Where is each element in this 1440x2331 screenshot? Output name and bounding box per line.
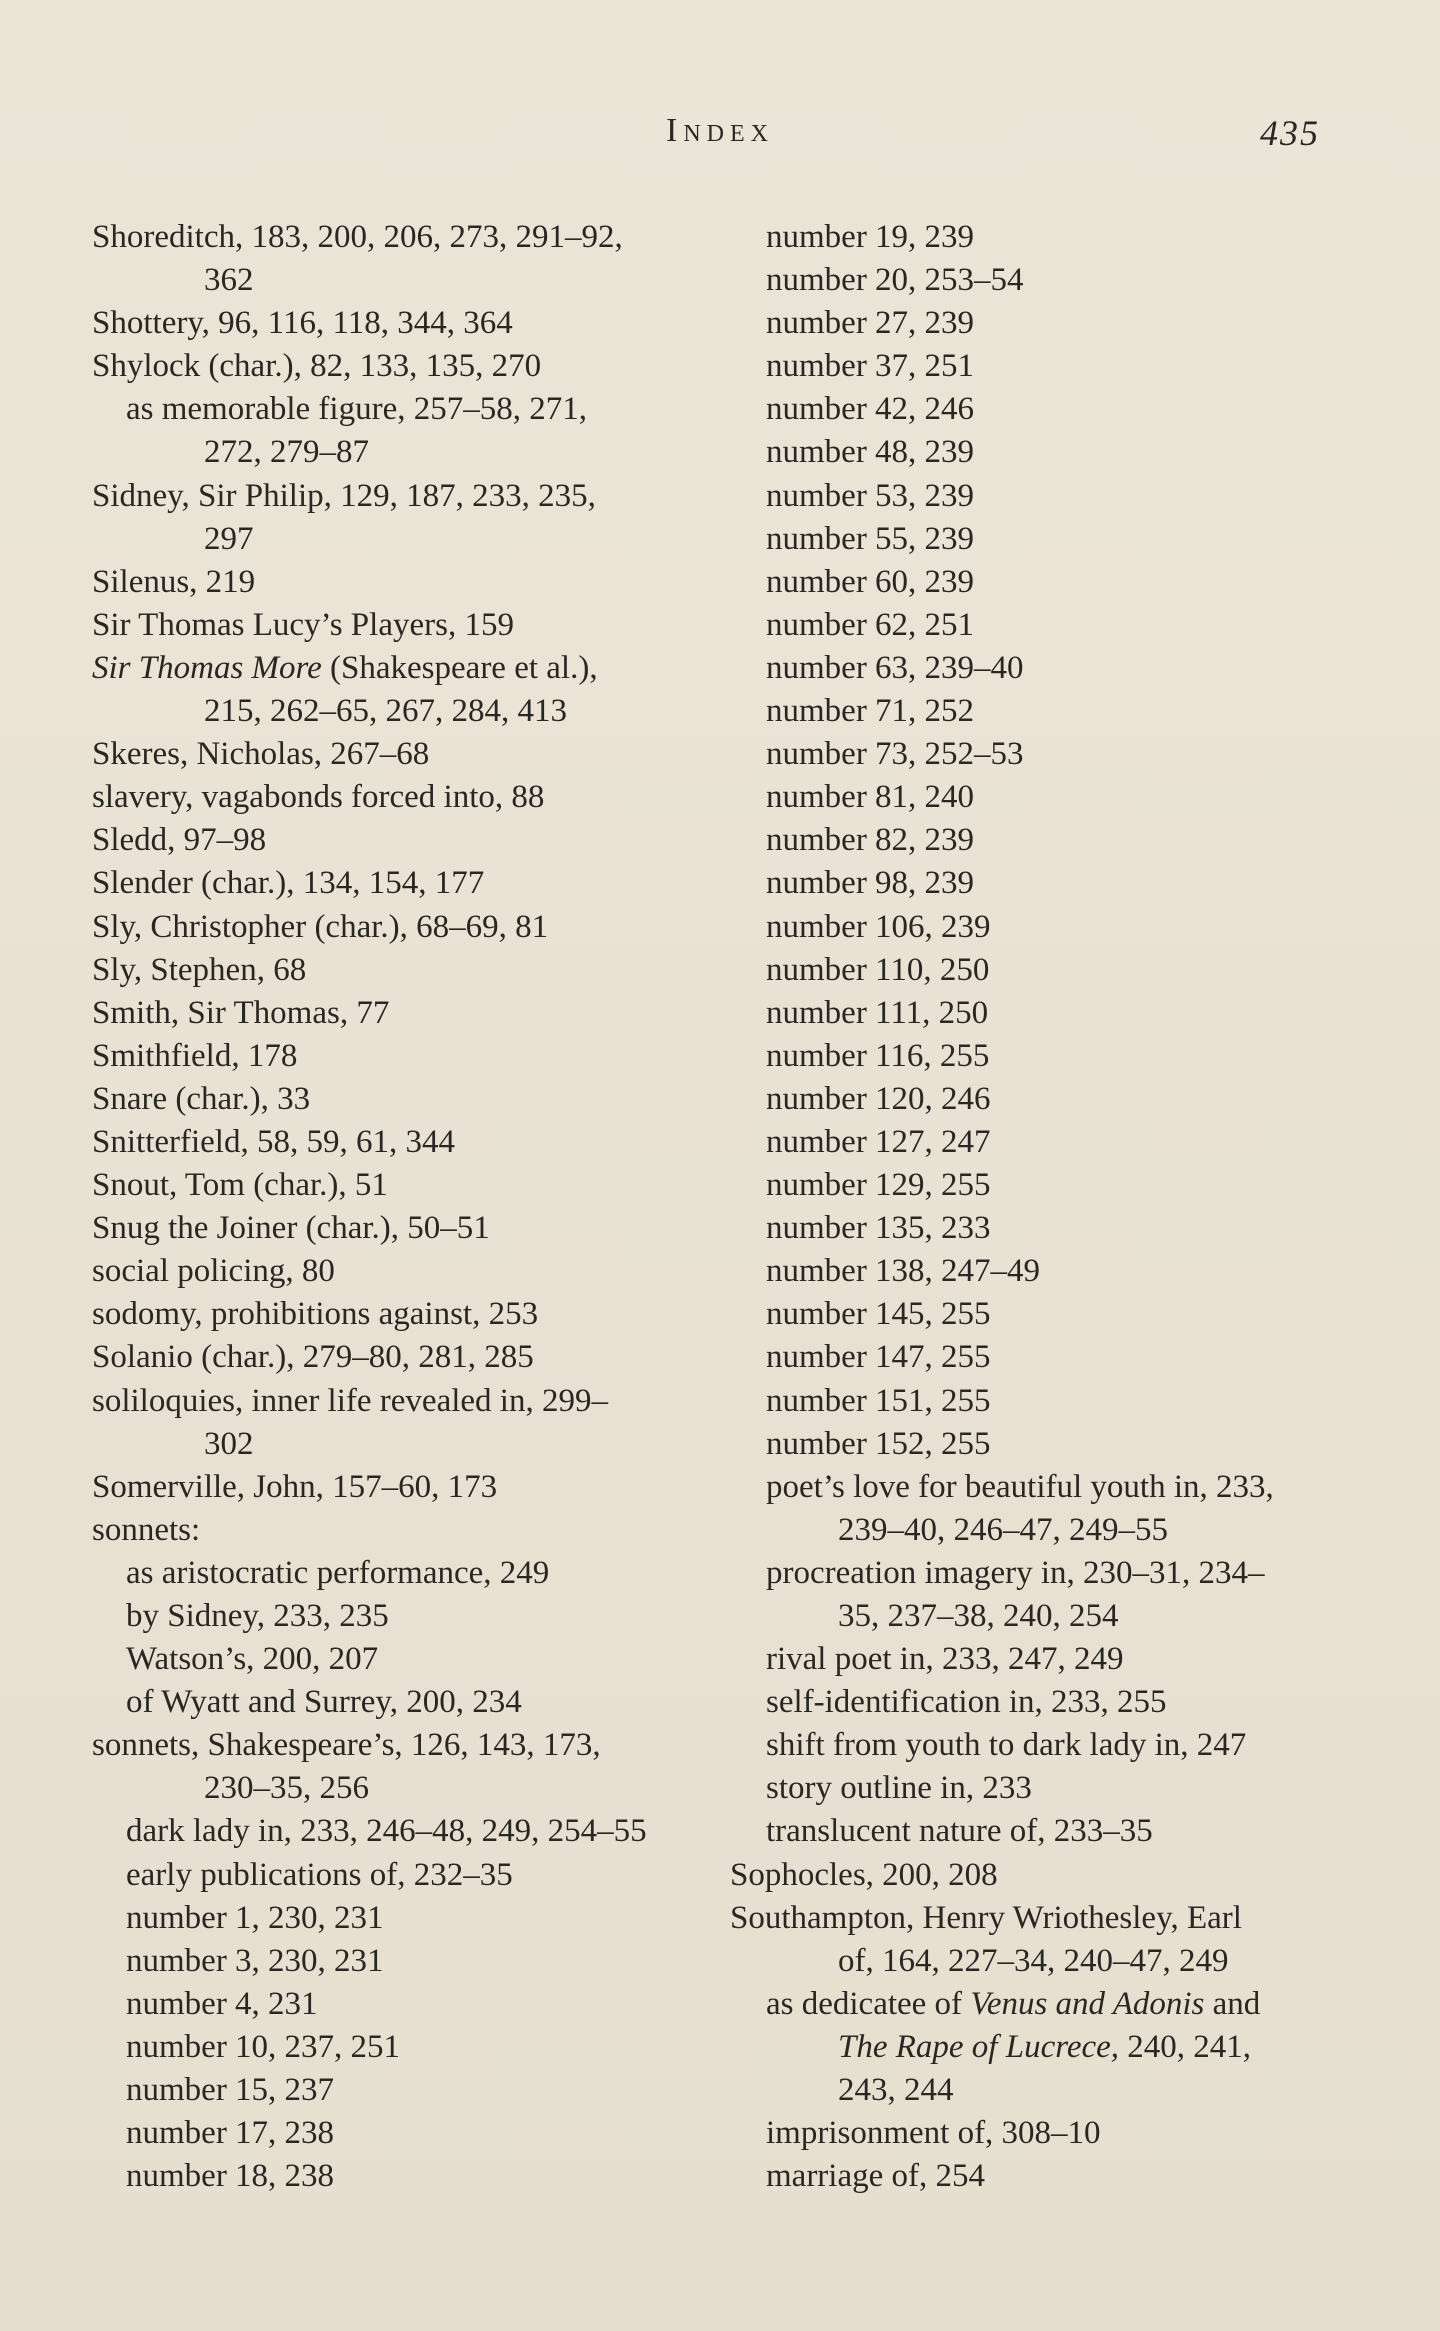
index-entry — [92, 1681, 712, 1724]
index-entry — [92, 862, 712, 905]
index-entry-text: number 10, 237, 251 — [126, 2028, 401, 2065]
index-entry — [92, 1897, 712, 1940]
index-entry — [730, 690, 1370, 733]
index-entry — [92, 1164, 712, 1207]
index-entry — [92, 1767, 712, 1810]
index-entry-text: 297 — [204, 520, 254, 557]
index-entry-text: Skeres, Nicholas, 267–68 — [92, 736, 430, 773]
index-entry — [730, 1552, 1370, 1595]
index-entry-text: 362 — [204, 262, 254, 299]
index-entry — [730, 906, 1370, 949]
index-entry — [92, 302, 712, 345]
index-entry — [730, 431, 1370, 474]
index-entry-text: and — [1204, 1985, 1261, 2022]
index-entry-text: story outline in, 233 — [766, 1770, 1032, 1807]
index-entry-text: number 63, 239–40 — [766, 649, 1024, 686]
index-entry — [730, 1207, 1370, 1250]
index-entry-text: number 18, 238 — [126, 2158, 335, 2195]
index-entry-text: number 145, 255 — [766, 1296, 991, 1333]
index-entry — [92, 1293, 712, 1336]
index-entry — [92, 345, 712, 388]
index-entry — [730, 2026, 1370, 2069]
page-number: 435 — [1260, 113, 1320, 153]
index-entry-text: Shylock (char.), 82, 133, 135, 270 — [92, 348, 542, 385]
index-entry-text: by Sidney, 233, 235 — [126, 1598, 389, 1634]
index-entry-text: number 55, 239 — [766, 520, 975, 557]
index-entry-text: number 62, 251 — [766, 606, 975, 643]
index-entry — [730, 2069, 1370, 2112]
index-entry-text: slavery, vagabonds forced into, 88 — [92, 779, 545, 816]
index-entry — [92, 992, 712, 1035]
index-entry-text: of, 164, 227–34, 240–47, 249 — [838, 1942, 1229, 1979]
index-entry-text: number 98, 239 — [766, 865, 975, 902]
index-entry-text: Silenus, 219 — [92, 563, 256, 600]
index-entry — [730, 1121, 1370, 1164]
index-entry-text: number 120, 246 — [766, 1080, 991, 1117]
index-entry — [92, 690, 712, 733]
index-entry — [92, 1380, 712, 1423]
index-entry-text: number 17, 238 — [126, 2115, 335, 2152]
index-entry — [92, 2155, 712, 2198]
index-entry — [92, 949, 712, 992]
index-entry — [92, 1121, 712, 1164]
index-entry — [92, 1078, 712, 1121]
index-entry-text: of Wyatt and Surrey, 200, 234 — [126, 1684, 522, 1721]
index-entry — [730, 1466, 1370, 1509]
index-entry — [92, 1423, 712, 1466]
index-entry-text: Southampton, Henry Wriothesley, Earl — [730, 1899, 1242, 1936]
index-entry — [730, 1810, 1370, 1853]
index-entry — [730, 1336, 1370, 1379]
index-entry — [92, 1466, 712, 1509]
page-header-title: Index — [666, 112, 774, 149]
index-entry-text: sonnets: — [92, 1511, 201, 1548]
index-entry — [730, 1250, 1370, 1293]
index-entry-text: dark lady in, 233, 246–48, 249, 254–55 — [126, 1813, 647, 1850]
index-entry — [730, 1983, 1370, 2026]
index-entry — [730, 647, 1370, 690]
index-entry-text: Sledd, 97–98 — [92, 822, 267, 859]
index-entry-text: Sly, Stephen, 68 — [92, 951, 307, 988]
index-entry — [730, 992, 1370, 1035]
index-entry-text: Shottery, 96, 116, 118, 344, 364 — [92, 305, 513, 342]
index-entry-text: number 1, 230, 231 — [126, 1899, 384, 1936]
index-entry — [92, 259, 712, 302]
index-entry-text: Sly, Christopher (char.), 68–69, 81 — [92, 908, 549, 945]
index-entry-text: 239–40, 246–47, 249–55 — [838, 1511, 1168, 1548]
index-entry — [730, 1293, 1370, 1336]
index-column-right — [730, 216, 1370, 2198]
index-entry-text: number 48, 239 — [766, 434, 975, 471]
index-entry-text: number 129, 255 — [766, 1167, 991, 1204]
index-entry — [730, 1380, 1370, 1423]
index-entry — [92, 518, 712, 561]
index-entry — [730, 949, 1370, 992]
index-entry — [730, 1035, 1370, 1078]
index-entry — [730, 1078, 1370, 1121]
index-entry — [92, 1552, 712, 1595]
index-entry-text: 215, 262–65, 267, 284, 413 — [204, 693, 567, 730]
index-entry — [730, 216, 1370, 259]
index-entry-text: number 147, 255 — [766, 1339, 991, 1376]
index-entry-text: number 127, 247 — [766, 1123, 991, 1160]
index-entry-text: Solanio (char.), 279–80, 281, 285 — [92, 1339, 534, 1376]
index-entry-text: Snitterfield, 58, 59, 61, 344 — [92, 1123, 455, 1160]
index-entry-text: number 60, 239 — [766, 563, 975, 600]
index-entry-text: 243, 244 — [838, 2072, 954, 2109]
index-entry — [730, 302, 1370, 345]
italic-title: Sir Thomas More — [92, 649, 322, 686]
index-entry-text: procreation imagery in, 230–31, 234– — [766, 1554, 1265, 1591]
index-entry-text: Snare (char.), 33 — [92, 1080, 311, 1117]
index-entry-text: as aristocratic performance, 249 — [126, 1554, 550, 1591]
index-entry — [92, 733, 712, 776]
index-entry-text: number 71, 252 — [766, 693, 975, 730]
index-entry-text: 272, 279–87 — [204, 434, 369, 471]
index-entry-text: marriage of, 254 — [766, 2158, 985, 2195]
index-entry-text: Watson’s, 200, 207 — [126, 1641, 379, 1678]
index-entry-text: number 20, 253–54 — [766, 262, 1024, 299]
index-entry — [92, 1336, 712, 1379]
index-entry-text: self-identification in, 233, 255 — [766, 1684, 1167, 1721]
index-entry — [92, 475, 712, 518]
index-entry-text: imprisonment of, 308–10 — [766, 2115, 1101, 2152]
index-entry — [92, 1854, 712, 1897]
index-entry — [92, 431, 712, 474]
index-entry — [92, 906, 712, 949]
index-entry — [730, 604, 1370, 647]
index-entry — [730, 345, 1370, 388]
index-entry-text: number 138, 247–49 — [766, 1253, 1041, 1290]
index-entry-text: 35, 237–38, 240, 254 — [838, 1598, 1119, 1634]
index-entry — [92, 647, 712, 690]
index-entry-text: number 19, 239 — [766, 219, 975, 255]
index-entry-text: Snout, Tom (char.), 51 — [92, 1167, 388, 1204]
index-entry-text: number 116, 255 — [766, 1037, 990, 1074]
index-entry-text: Sir Thomas Lucy’s Players, 159 — [92, 606, 514, 643]
index-entry — [92, 776, 712, 819]
index-entry — [730, 1638, 1370, 1681]
index-entry — [92, 2026, 712, 2069]
index-entry — [92, 1724, 712, 1767]
italic-title: Venus and Adonis — [970, 1985, 1205, 2022]
index-entry — [730, 776, 1370, 819]
index-entry-text: 230–35, 256 — [204, 1770, 369, 1807]
index-entry — [730, 1854, 1370, 1897]
index-entry-text: number 15, 237 — [126, 2072, 335, 2109]
index-entry — [730, 1940, 1370, 1983]
index-entry — [730, 1164, 1370, 1207]
index-entry-text: sonnets, Shakespeare’s, 126, 143, 173, — [92, 1727, 601, 1764]
index-entry — [92, 819, 712, 862]
index-entry — [92, 561, 712, 604]
index-entry — [730, 1767, 1370, 1810]
index-entry — [92, 1638, 712, 1681]
index-entry — [730, 819, 1370, 862]
index-entry — [730, 2112, 1370, 2155]
index-entry — [730, 1724, 1370, 1767]
index-entry-text: soliloquies, inner life revealed in, 299– — [92, 1382, 608, 1419]
index-entry — [730, 1423, 1370, 1466]
index-entry-text: Somerville, John, 157–60, 173 — [92, 1468, 498, 1505]
index-entry — [730, 733, 1370, 776]
index-entry-text: number 42, 246 — [766, 391, 975, 428]
index-entry-text: number 152, 255 — [766, 1425, 991, 1462]
index-entry — [730, 1897, 1370, 1940]
index-entry — [730, 561, 1370, 604]
index-entry-text: 240, 241, — [1119, 2028, 1252, 2065]
index-entry-text: number 3, 230, 231 — [126, 1942, 384, 1979]
index-entry-text: number 111, 250 — [766, 994, 989, 1031]
index-entry-text: number 37, 251 — [766, 348, 975, 385]
index-entry-text: rival poet in, 233, 247, 249 — [766, 1641, 1124, 1678]
index-entry-text: as memorable figure, 257–58, 271, — [126, 391, 587, 428]
index-entry-text: Smith, Sir Thomas, 77 — [92, 994, 390, 1031]
index-entry-text: Sidney, Sir Philip, 129, 187, 233, 235, — [92, 477, 596, 514]
index-entry — [92, 604, 712, 647]
index-entry-text: (Shakespeare et al.), — [321, 649, 598, 686]
index-column-left — [92, 216, 712, 2198]
index-entry-text: translucent nature of, 233–35 — [766, 1813, 1153, 1850]
index-entry — [92, 1940, 712, 1983]
index-entry-text: number 4, 231 — [126, 1985, 318, 2022]
index-entry — [730, 1509, 1370, 1552]
italic-title: The Rape of Lucrece, — [838, 2028, 1120, 2065]
index-entry-text: Smithfield, 178 — [92, 1037, 298, 1074]
index-entry — [92, 216, 712, 259]
index-entry-text: number 110, 250 — [766, 951, 990, 988]
index-entry-text: poet’s love for beautiful youth in, 233, — [766, 1468, 1274, 1505]
index-entry — [730, 1595, 1370, 1638]
index-entry-text: social policing, 80 — [92, 1253, 335, 1290]
index-entry-text: number 81, 240 — [766, 779, 975, 816]
index-entry — [92, 1810, 712, 1853]
index-entry-text: Shoreditch, 183, 200, 206, 273, 291–92, — [92, 219, 623, 255]
index-entry — [92, 1207, 712, 1250]
index-entry-text: number 106, 239 — [766, 908, 991, 945]
index-entry-text: number 53, 239 — [766, 477, 975, 514]
index-entry — [730, 388, 1370, 431]
index-entry — [92, 2069, 712, 2112]
index-entry — [92, 1983, 712, 2026]
index-entry — [730, 475, 1370, 518]
index-entry-text: as dedicatee of — [766, 1985, 971, 2022]
index-entry-text: Snug the Joiner (char.), 50–51 — [92, 1210, 490, 1247]
index-entry — [730, 259, 1370, 302]
index-entry — [92, 1035, 712, 1078]
index-entry-text: number 135, 233 — [766, 1210, 991, 1247]
index-entry-text: sodomy, prohibitions against, 253 — [92, 1296, 539, 1333]
index-entry-text: Sophocles, 200, 208 — [730, 1856, 998, 1893]
index-entry — [92, 388, 712, 431]
index-entry-text: 302 — [204, 1425, 254, 1462]
running-head — [0, 112, 1440, 162]
index-entry — [730, 2155, 1370, 2198]
index-entry-text: Slender (char.), 134, 154, 177 — [92, 865, 485, 902]
index-entry — [92, 1250, 712, 1293]
index-entry — [92, 1595, 712, 1638]
index-entry-text: number 82, 239 — [766, 822, 975, 859]
index-entry — [92, 2112, 712, 2155]
index-entry — [730, 1681, 1370, 1724]
index-entry-text: number 27, 239 — [766, 305, 975, 342]
index-entry-text: early publications of, 232–35 — [126, 1856, 513, 1893]
index-entry-text: number 151, 255 — [766, 1382, 991, 1419]
index-entry-text: shift from youth to dark lady in, 247 — [766, 1727, 1247, 1764]
index-entry — [730, 862, 1370, 905]
index-entry — [92, 1509, 712, 1552]
index-entry-text: number 73, 252–53 — [766, 736, 1024, 773]
index-entry — [730, 518, 1370, 561]
